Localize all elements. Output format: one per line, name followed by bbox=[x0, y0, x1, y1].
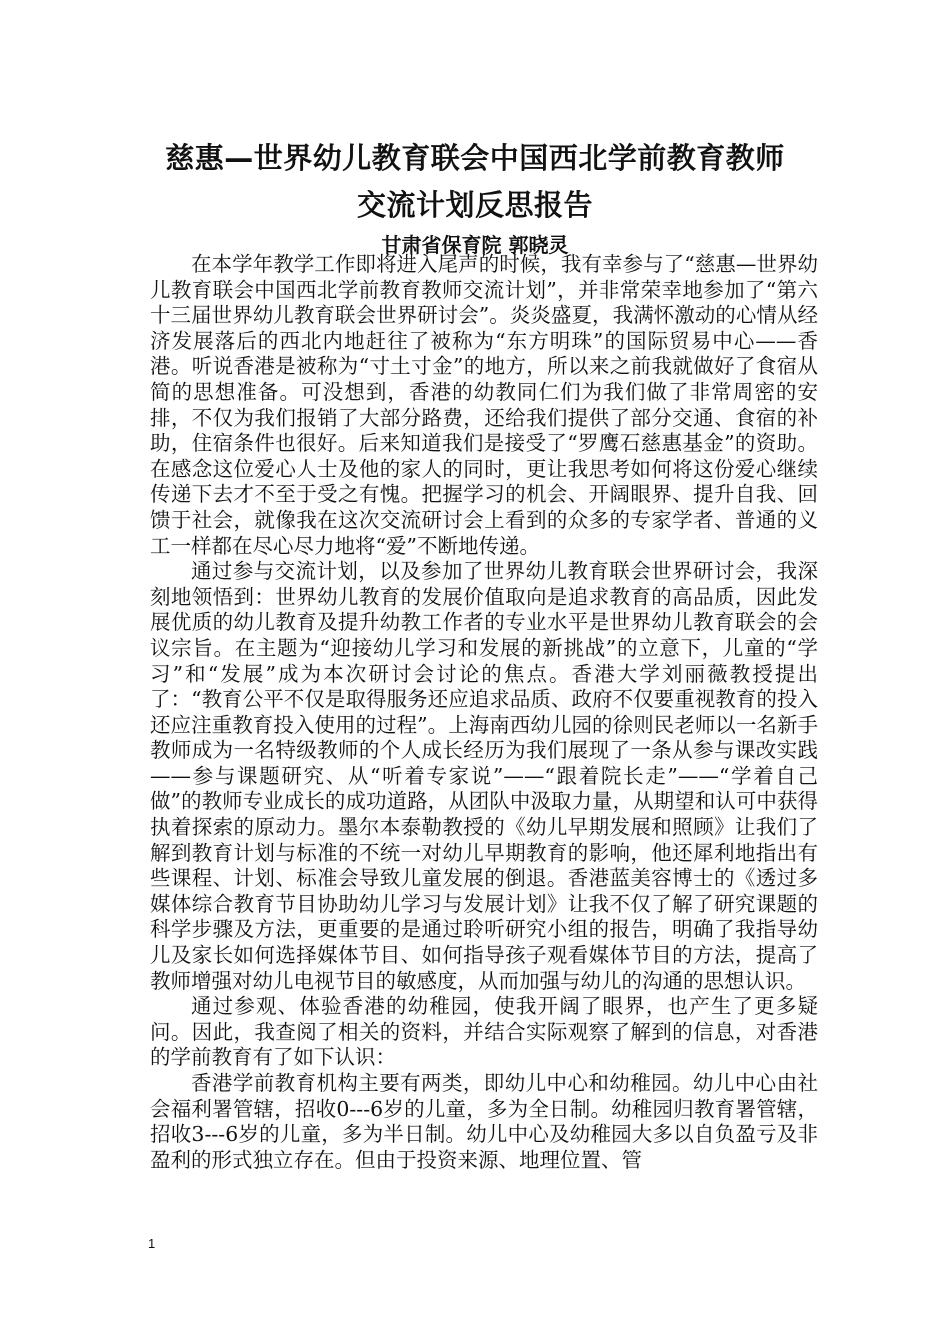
paragraph-3: 通过参观、体验香港的幼稚园，使我开阔了眼界，也产生了更多疑问。因此，我查阅了相关的资料，并结合实际观察了解到的信息，对香港的学前教育有了如下认识： bbox=[150, 994, 818, 1070]
page-number: 1 bbox=[148, 1236, 156, 1251]
report-title-line-2: 交流计划反思报告 bbox=[356, 188, 593, 222]
paragraph-4: 香港学前教育机构主要有两类，即幼儿中心和幼稚园。幼儿中心由社会福利署管辖，招收0---6岁的儿童，多为全日制。幼稚园归教育署管辖，招收3---6岁的儿童，多为半日制。幼儿中心及幼稚园大多以自负盈亏及非盈利的形式独立存在。但由于投资来源、地理位置、管 bbox=[150, 1071, 818, 1172]
author-byline: 甘肃省保育院 郭晓灵 bbox=[381, 233, 569, 257]
report-title-line-1: 慈惠—世界幼儿教育联会中国西北学前教育教师 bbox=[165, 141, 785, 175]
paragraph-2: 通过参与交流计划，以及参加了世界幼儿教育联会世界研讨会，我深刻地领悟到：世界幼儿教育的发展价值取向是追求教育的高品质，因此发展优质的幼儿教育及提升幼教工作者的专业水平是世界幼儿教育联会的会议宗旨。在主题为“迎接幼儿学习和发展的新挑战”的立意下，儿童的“学习”和“发展”成为本次研讨会讨论的焦点。香港大学刘丽薇教授提出了：“教育公平不仅是取得服务还应追求品质、政府不仅要重视教育的投入还应注重教育投入使用的过程”。上海南西幼儿园的徐则民老师以一名新手教师成为一名特级教师的个人成长经历为我们展现了一条从参与课改实践——参与课题研究、从“听着专家说”——“跟着院长走”——“学着自己做”的教师专业成长的成功道路，从团队中汲取力量，从期望和认可中获得执着探索的原动力。墨尔本泰勒教授的《幼儿早期发展和照顾》让我们了解到教育计划与标准的不统一对幼儿早期教育的影响，他还犀利地指出有些课程、计划、标准会导致儿童发展的倒退。香港蓝美容博士的《透过多媒体综合教育节目协助幼儿学习与发展计划》让我不仅了解了研究课题的科学步骤及方法，更重要的是通过聆听研究小组的报告，明确了我指导幼儿及家长如何选择媒体节目、如何指导孩子观看媒体节目的方法，提高了教师增强对幼儿电视节目的敏感度，从而加强与幼儿的沟通的思想认识。 bbox=[150, 559, 818, 993]
report-body bbox=[150, 252, 818, 1173]
paragraph-1: 在本学年教学工作即将进入尾声的时候，我有幸参与了“慈惠—世界幼儿教育联会中国西北学前教育教师交流计划”，并非常荣幸地参加了“第六十三届世界幼儿教育联会世界研讨会”。炎炎盛夏，我满怀激动的心情从经济发展落后的西北内地赶往了被称为“东方明珠”的国际贸易中心——香港。听说香港是被称为“寸土寸金”的地方，所以来之前我就做好了食宿从简的思想准备。可没想到，香港的幼教同仁们为我们做了非常周密的安排，不仅为我们报销了大部分路费，还给我们提供了部分交通、食宿的补助，住宿条件也很好。后来知道我们是接受了“罗鹰石慈惠基金”的资助。在感念这位爱心人士及他的家人的同时，更让我思考如何将这份爱心继续传递下去才不至于受之有愧。把握学习的机会、开阔眼界、提升自我、回馈于社会，就像我在这次交流研讨会上看到的众多的专家学者、普通的义工一样都在尽心尽力地将“爱”不断地传递。 bbox=[150, 252, 818, 558]
